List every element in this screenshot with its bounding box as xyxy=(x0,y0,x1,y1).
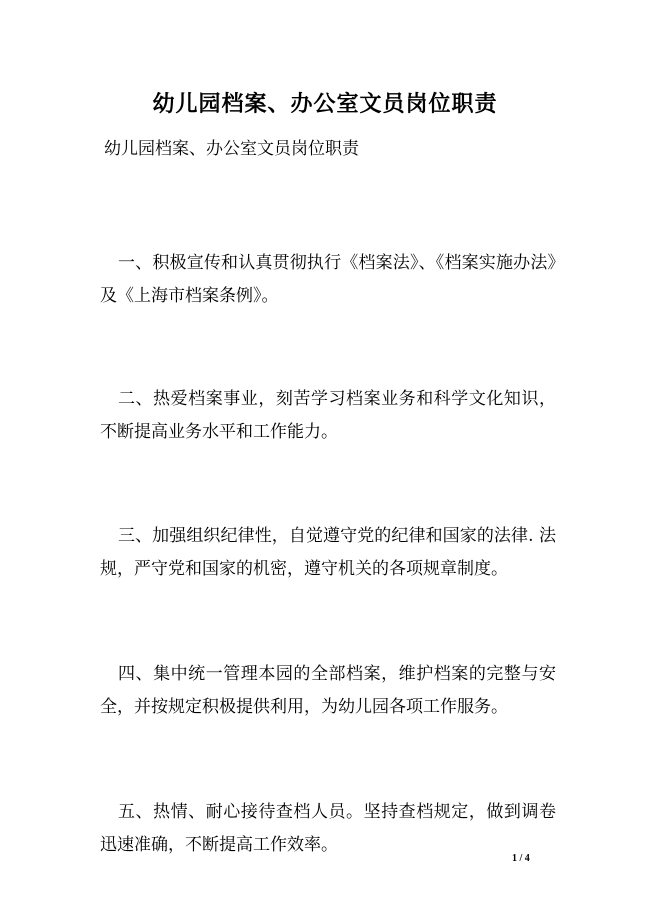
paragraph-4: 四、集中统一管理本园的全部档案，维护档案的完整与安全，并按规定积极提供利用，为幼儿园各项工作服务。 xyxy=(100,664,556,717)
paragraph-1: 一、积极宣传和认真贯彻执行《档案法》、《档案实施办法》及《上海市档案条例》。 xyxy=(100,253,556,306)
document-subtitle: 幼儿园档案、办公室文员岗位职责 xyxy=(104,139,359,159)
page-number: 1 / 4 xyxy=(512,853,530,864)
paragraph-3: 三、加强组织纪律性，自觉遵守党的纪律和国家的法律. 法规，严守党和国家的机密，遵守机关的各项规章制度。 xyxy=(100,526,556,579)
paragraph-2: 二、热爱档案事业，刻苦学习档案业务和科学文化知识，不断提高业务水平和工作能力。 xyxy=(100,389,556,442)
document-title: 幼儿园档案、办公室文员岗位职责 xyxy=(152,91,498,117)
paragraph-5: 五、热情、耐心接待查档人员。坚持查档规定，做到调卷迅速准确，不断提高工作效率。 xyxy=(100,802,556,855)
